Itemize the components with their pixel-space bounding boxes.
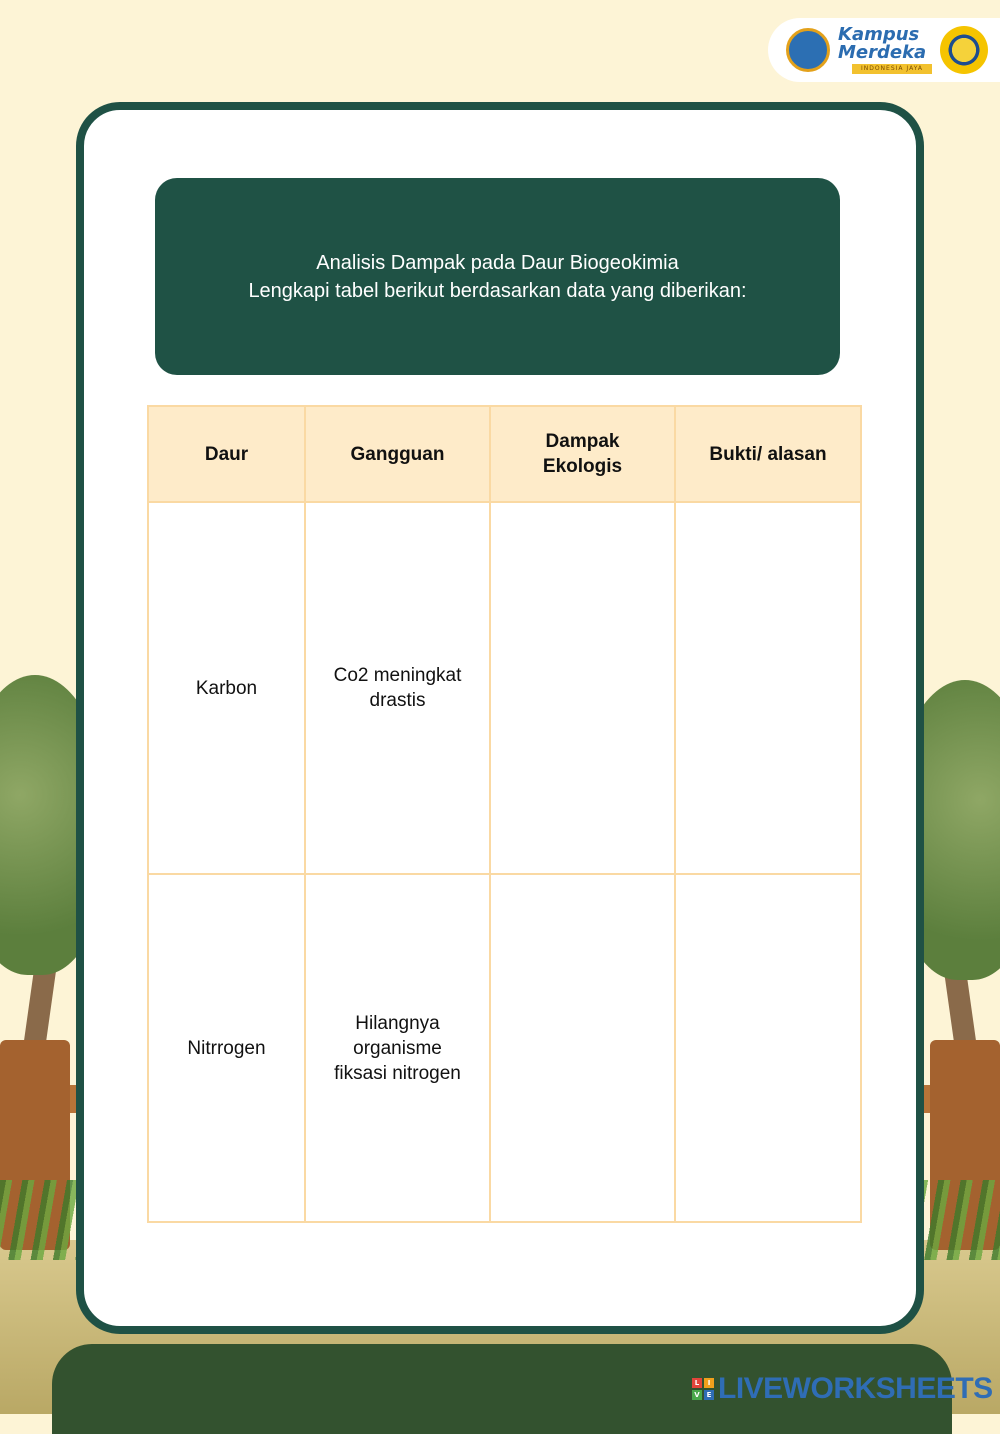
icon-letter: I [704,1378,714,1388]
kemendikbud-emblem-icon [786,28,830,72]
cell-daur: Nitrrogen [148,874,305,1222]
liveworksheets-icon [692,1378,714,1400]
banner-title: Analisis Dampak pada Daur Biogeokimia [316,251,679,274]
liveworksheets-watermark [692,1374,993,1404]
liveworksheets-brand: LIVEWORKSHEETS [718,1372,993,1405]
header-gangguan: Gangguan [305,406,490,502]
banner-instruction: Lengkapi tabel berikut berdasarkan data yang diberikan: [248,279,747,302]
logo-text [838,26,938,62]
cell-dampak-input[interactable] [490,874,675,1222]
table-row [148,874,861,1222]
table-row [148,502,861,874]
university-seal-icon [940,26,988,74]
icon-letter: L [692,1378,702,1388]
kampus-merdeka-logo [768,18,1000,82]
header-daur: Daur [148,406,305,502]
icon-letter: E [704,1390,714,1400]
cell-dampak-input[interactable] [490,502,675,874]
table-header-row [148,406,861,502]
cell-bukti-input[interactable] [675,502,861,874]
cell-daur: Karbon [148,502,305,874]
cell-gangguan: Co2 meningkat drastis [305,502,490,874]
header-dampak-ekologis: Dampak Ekologis [490,406,675,502]
cell-bukti-input[interactable] [675,874,861,1222]
logo-line-1: Kampus [838,24,920,45]
logo-band: INDONESIA JAYA [852,64,932,74]
header-bukti-alasan: Bukti/ alasan [675,406,861,502]
icon-letter: V [692,1390,702,1400]
logo-line-2: Merdeka [838,42,927,63]
analysis-table [147,405,862,1223]
instruction-banner [155,178,840,375]
cell-gangguan: Hilangnya organisme fiksasi nitrogen [305,874,490,1222]
